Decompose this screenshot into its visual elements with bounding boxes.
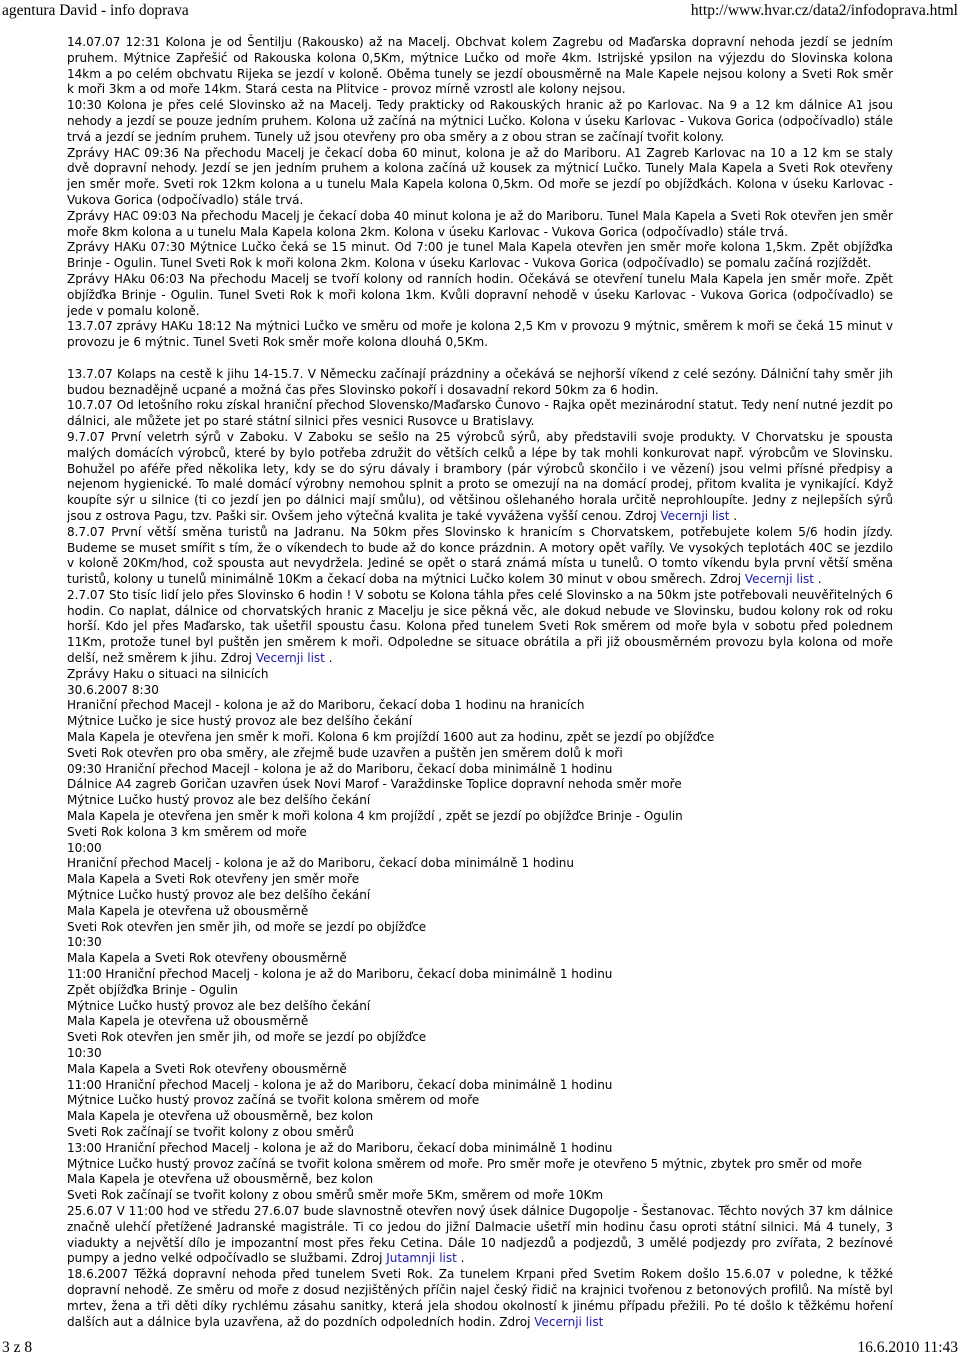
news-paragraph	[67, 951, 893, 967]
news-paragraph	[67, 1125, 893, 1141]
paragraph-text: 9.7.07 První veletrh sýrů v Zaboku. V Zaboku se sešlo na 25 výrobců sýrů, aby představili svoje produkty. V Chorvatsku je spousta malých domácích výrobců, které by bylo potřeba združit do větších celků a lépe by tak mohli konkurovat např. výrobcům ve Slovinsku. Bohužel po aféře před několika lety, kdy se do sýru dávaly i brambory (pár výrobců skončilo i ve vězení) jsou velmi přísné předpisy a nejenom hygienické. To malé domácí výrobny nemohou splnit a proto se omezují na na domácí prodej, přitom kvalita je vynikající. Když koupíte sýr u silnice (ti co jezdí jen po dálnici mají smůlu), od většinou ošlehaného horala určitě neprohloupíte. Jedny z nejlepších sýrů jsou z ostrova Pagu, tzv. Paški sir. Ovšem jeho výtečná kvalita je také vyvážena vyšší cenou. Zdroj	[67, 429, 893, 523]
paragraph-tail: .	[324, 651, 333, 666]
news-paragraph	[67, 841, 893, 857]
news-paragraph	[67, 525, 893, 588]
news-paragraph	[67, 825, 893, 841]
paragraph-text: Hraniční přechod Macelj - kolona je až do Mariboru, čekací doba minimálně 1 hodinu	[67, 856, 575, 871]
news-paragraph	[67, 714, 893, 730]
news-paragraph	[67, 1204, 893, 1267]
paragraph-text: Mýtnice Lučko hustý provoz ale bez delšího čekání	[67, 793, 371, 808]
news-paragraph	[67, 367, 893, 399]
paragraph-text: Mala Kapela je otevřena už obousměrně, bez kolon	[67, 1172, 374, 1187]
news-paragraph	[67, 1093, 893, 1109]
paragraph-tail: .	[456, 1251, 465, 1266]
paragraph-text: Mala Kapela a Sveti Rok otevřeny obousměrně	[67, 1061, 347, 1076]
paragraph-text: Mala Kapela je otevřena jen směr k moři. Kolona 6 km projíždí 1600 aut za hodinu, zpět se jezdí po objížďce	[67, 730, 715, 745]
paragraph-text: 18.6.2007 Těžká dopravní nehoda před tunelem Sveti Rok. Za tunelem Krpani před Svetim Rokem došlo 15.6.07 v poledne, k těžké dopravní nehodě. Ze směru od moře z dosud nezjištěných příčin najel český řidič na krajnici tvořenou z betonových profilů. Na místě byl mrtev, žena a tři děti díky rychlému zásahu sanitky, která jela shodou okolností k jinému případu přežili. Po té došlo k těžkému hoření dalších aut a dálnice byla uzavřena, až do pozdních odpoledních hodin. Zdroj	[67, 1267, 893, 1329]
print-datetime: 16.6.2010 11:43	[857, 1339, 958, 1356]
paragraph-text: Sveti Rok začínají se tvořit kolony z obou směrů směr moře 5Km, směrem od moře 10Km	[67, 1188, 604, 1203]
paragraph-text: Zprávy HAC 09:36 Na přechodu Macelj je čekací doba 60 minut, kolona je až do Mariboru. A1 Zagreb Karlovac na 10 a 12 km se staly dvě dopravní nehody. Jezdí se jen jedním pruhem a kolona začíná už kousek za mýtnicí Lučko. Tunely Mala Kapela a Sveti Rok otevřeny jen směr moře. Sveti rok 12km kolona a u tunelu Mala Kapela kolona 0,5km. Od moře se jezdí po objížďkách. Kolona v úseku Karlovac - Vukova Gorica (odpočívadlo) stále trvá.	[67, 145, 893, 207]
paragraph-text: 10:30 Kolona je přes celé Slovinsko až na Macelj. Tedy prakticky od Rakouských hranic až po Karlovac. Na 9 a 12 km dálnice A1 jsou nehody a jezdí se pouze jedním pruhem. Kolona už začíná na mýtnici Lučko. Kolona v úseku Karlovac - Vukova Gorica (odpočívadlo) stále trvá a jezdí se jedním pruhem. Tunely už jsou otevřeny pro oba směry a z obou stran se začínají tvořit kolony.	[67, 98, 893, 144]
news-paragraph	[67, 1172, 893, 1188]
paragraph-text: Zprávy HAku 06:03 Na přechodu Macelj se tvoří kolony od ranních hodin. Očekává se otevření tunelu Mala Kapela jen směr moře. Zpět objížďka Brinje - Ogulin. Tunel Sveti Rok k moři kolona 1km. Kvůli dopravní nehodě v úseku Karlovac - Vukova Gorica (odpočívadlo) se jede v pomalu koloně.	[67, 271, 893, 318]
paragraph-text: 11:00 Hraniční přechod Macelj - kolona je až do Mariboru, čekací doba minimálně 1 hodinu	[67, 1077, 613, 1092]
article-body	[67, 35, 893, 1329]
paragraph-tail: .	[813, 572, 822, 587]
paragraph-text: 10.7.07 Od letošního roku získal hraniční přechod Slovensko/Maďarsko Čunovo - Rajka opět mezinárodní statut. Tedy není nutné jezdit po dálnici, ale můžete jet po staré státní silnici přes vesnici Rusovce u Bratislavy.	[67, 398, 893, 429]
news-paragraph	[67, 730, 893, 746]
news-paragraph	[67, 1030, 893, 1046]
page-number: 3 z 8	[2, 1339, 33, 1356]
paragraph-text: Dálnice A4 zagreb Goričan uzavřen úsek Novi Marof - Varaždinske Toplice dopravní nehoda směr moře	[67, 777, 682, 792]
paragraph-text: 14.07.07 12:31 Kolona je od Šentilju (Rakousko) až na Macelj. Obchvat kolem Zagrebu od Maďarska dopravní nehoda jezdí se jedním pruhem. Mýtnice Zapřešić od Rakouska kolona 0,5Km, mýtnice Lučko od moře 4km. Istrijské ypsilon na výjezdu do Slovinska kolona 14km a po celém obchvatu Rijeka se jezdí v koloně. Oběma tunely se jezdí obousměrně na Male Kapele nejsou kolony a Sveti Rok směr k moři 3km a od moře 14km. Stará cesta na Plitvice - provoz mírně vzrostl ale kolony nejsou.	[67, 35, 893, 97]
news-paragraph	[67, 777, 893, 793]
news-paragraph	[67, 1188, 893, 1204]
news-paragraph	[67, 999, 893, 1015]
source-link[interactable]: Vecernji list	[255, 651, 325, 666]
news-paragraph	[67, 983, 893, 999]
paragraph-text: Zprávy HAKu 07:30 Mýtnice Lučko čeká se 15 minut. Od 7:00 je tunel Mala Kapela otevřen jen směr moře kolona 1,5km. Zpět objížďka Brinje - Ogulin. Tunel Sveti Rok k moři kolona 2km. Kolona v úseku Karlovac - Vukova Gorica (odpočívadlo) se pomalu začíná rozjíždět.	[67, 240, 893, 271]
page-url: http://www.hvar.cz/data2/infodoprava.html	[690, 2, 958, 19]
paragraph-text: Mýtnice Lučko hustý provoz ale bez delšího čekání	[67, 998, 371, 1013]
news-paragraph	[67, 1046, 893, 1062]
paragraph-text: Zprávy Haku o situaci na silnicích	[67, 666, 269, 681]
news-paragraph	[67, 209, 893, 241]
news-paragraph	[67, 904, 893, 920]
news-paragraph	[67, 398, 893, 430]
paragraph-text: Sveti Rok otevřen jen směr jih, od moře se jezdí po objížďce	[67, 1030, 427, 1045]
paragraph-text: 10:30	[67, 935, 102, 950]
paragraph-tail: .	[729, 508, 738, 523]
news-paragraph	[67, 35, 893, 98]
paragraph-text: 13.7.07 Kolaps na cestě k jihu 14-15.7. V Německu začínají prázdniny a očekává se nejhorší víkend z celé sezóny. Dálniční tahy směr jih budou beznadějně ucpané a možná čas přes Slovinsko pokoří i dosavadní rekord 50km za 6 hodin.	[67, 366, 893, 397]
news-paragraph	[67, 430, 893, 525]
news-paragraph	[67, 762, 893, 778]
source-link[interactable]: Vecernji list	[660, 508, 730, 523]
news-paragraph	[67, 967, 893, 983]
news-paragraph	[67, 698, 893, 714]
source-link[interactable]: Vecernji list	[744, 572, 814, 587]
paragraph-text: Mýtnice Lučko hustý provoz ale bez delšího čekání	[67, 888, 371, 903]
news-paragraph	[67, 1014, 893, 1030]
paragraph-text: 8.7.07 První větší směna turistů na Jadranu. Na 50km přes Slovinsko k hranicím s Chorvatskem, potřebujete kolem 5/6 hodin jízdy. Budeme se muset smířit s tím, že o víkendech to bude až do konce prázdnin. A motory opět vaříly. Ve vysokých teplotách 40C se jezdilo v koloně 20Km/hod, což spousta aut nevydržela. Jediné se opět o stará známá místa u tunelů. O tomto víkendu byla první větší směna turistů, kolony u tunelů minimálně 10Km a čekací doba na mýtnici Lučko kolem 30 minut v obou směrech. Zdroj	[67, 524, 893, 587]
news-paragraph	[67, 856, 893, 872]
news-paragraph	[67, 793, 893, 809]
paragraph-text: 13.7.07 zprávy HAKu 18:12 Na mýtnici Lučko ve směru od moře je kolona 2,5 Km v provozu 9 mýtnic, směrem k moři se čeká 15 minut v provozu je 6 mýtnic. Tunel Sveti Rok směr moře kolona dlouhá 0,5Km.	[67, 319, 893, 350]
paragraph-text: 09:30 Hraniční přechod Macejl - kolona je až do Mariboru, čekací doba minimálně 1 hodinu	[67, 761, 613, 776]
news-paragraph	[67, 888, 893, 904]
paragraph-text: Mýtnice Lučko hustý provoz začíná se tvořit kolona směrem od moře	[67, 1093, 480, 1108]
news-paragraph	[67, 1141, 893, 1157]
news-paragraph	[67, 746, 893, 762]
news-paragraph	[67, 667, 893, 683]
paragraph-text: 10:30	[67, 1046, 102, 1060]
news-paragraph	[67, 935, 893, 951]
paragraph-text: 13:00 Hraniční přechod Macelj - kolona je až do Mariboru, čekací doba minimálně 1 hodinu	[67, 1140, 613, 1155]
news-paragraph	[67, 240, 893, 272]
paragraph-text: Mala Kapela je otevřena už obousměrně	[67, 1014, 309, 1029]
news-paragraph	[67, 683, 893, 699]
print-footer	[0, 1339, 960, 1357]
paragraph-text: 30.6.2007 8:30	[67, 682, 159, 697]
paragraph-text: Hraniční přechod Macejl - kolona je až do Mariboru, čekací doba 1 hodinu na hranicích	[67, 698, 585, 713]
paragraph-text: Mala Kapela a Sveti Rok otevřeny obousměrně	[67, 951, 347, 966]
news-paragraph	[67, 809, 893, 825]
news-paragraph	[67, 920, 893, 936]
news-paragraph	[67, 1157, 893, 1173]
paragraph-text: Sveti Rok kolona 3 km směrem od moře	[67, 824, 307, 839]
paragraph-text: Zprávy HAC 09:03 Na přechodu Macelj je čekací doba 40 minut kolona je až do Mariboru. Tunel Mala Kapela a Sveti Rok otevřen jen směr moře 8km kolona a u tunelu Mala Kapela kolona 2km. Kolona v úseku Karlovac - Vukova Gorica (odpočívadlo) stále trvá.	[67, 208, 893, 239]
paragraph-text: Mala Kapela a Sveti Rok otevřeny jen směr moře	[67, 872, 360, 887]
paragraph-text: 10:00	[67, 840, 102, 855]
paragraph-text: Sveti Rok otevřen jen směr jih, od moře se jezdí po objížďce	[67, 919, 427, 934]
paragraph-text: Zpět objížďka Brinje - Ogulin	[67, 982, 238, 997]
paragraph-text: 2.7.07 Sto tisíc lidí jelo přes Slovinsko 6 hodin ! V sobotu se Kolona táhla přes celé Slovinsko a na 50km jste potřebovali neuvěřitelných 6 hodin. Co naplat, dálnice od chorvatských hranic z Macelju je sice pěkná věc, ale dokud nebude ve Slovinsku, budou kolony rok od roku horší. Kdo jel přes Maďarsko, tak ušetřil spoustu času. Kolona před tunelem Sveti Rok směrem od moře byla v sobotu před polednem 11Km, protože tunel byl puštěn jen směrem k moři. Odpoledne se situace obrátila a při již obousměrném provozu byla kolona od moře delší, než směrem k jihu. Zdroj	[67, 587, 893, 666]
news-paragraph	[67, 319, 893, 351]
page-title: agentura David - info doprava	[2, 2, 189, 19]
paragraph-text: 25.6.07 V 11:00 hod ve středu 27.6.07 bude slavnostně otevřen nový úsek dálnice Dugopolje - Šestanovac. Těchto nových 37 km dálnice značně ulehčí přetížené Jadranské magistrále. Ti co jedou do jižní Dalmacie ušetří min hodinu času oproti státní silnici. Má 4 tunely, 3 viadukty a největší dílo je impozantní most přes řeku Cetina. Dále 10 nadjezdů a podjezdů, 3 umělé podjezdy pro zvířata, 2 bezínové pumpy a jedno velké odpočívadlo se službami. Zdroj	[67, 1203, 893, 1266]
news-paragraph	[67, 146, 893, 209]
paragraph-text: 11:00 Hraniční přechod Macelj - kolona je až do Mariboru, čekací doba minimálně 1 hodinu	[67, 967, 613, 982]
source-link[interactable]: Jutamnji list	[386, 1251, 457, 1266]
paragraph-text: Mala Kapela je otevřena už obousměrně	[67, 903, 309, 918]
source-link[interactable]: Vecernji list	[534, 1314, 604, 1329]
paragraph-text: Sveti Rok otevřen pro oba směry, ale zřejmě bude uzavřen a puštěn jen směrem dolů k moři	[67, 745, 623, 760]
news-paragraph	[67, 872, 893, 888]
paragraph-text: Mala Kapela je otevřena už obousměrně, bez kolon	[67, 1109, 374, 1124]
news-paragraph	[67, 1062, 893, 1078]
print-header	[0, 0, 960, 24]
news-paragraph	[67, 98, 893, 145]
paragraph-text: Sveti Rok začínají se tvořit kolony z obou směrů	[67, 1124, 355, 1139]
paragraph-text: Mala Kapela je otevřena jen směr k moři kolona 4 km projíždí , zpět se jezdí po objížďce Brinje - Ogulin	[67, 809, 683, 824]
news-paragraph	[67, 1078, 893, 1094]
paragraph-text: Mýtnice Lučko je sice hustý provoz ale bez delšího čekání	[67, 714, 413, 729]
news-paragraph	[67, 1109, 893, 1125]
news-paragraph	[67, 588, 893, 667]
news-paragraph	[67, 272, 893, 319]
news-paragraph	[67, 1267, 893, 1330]
paragraph-text: Mýtnice Lučko hustý provoz začíná se tvořit kolona směrem od moře. Pro směr moře je otevřeno 5 mýtnic, zbytek pro směr od moře	[67, 1156, 862, 1171]
